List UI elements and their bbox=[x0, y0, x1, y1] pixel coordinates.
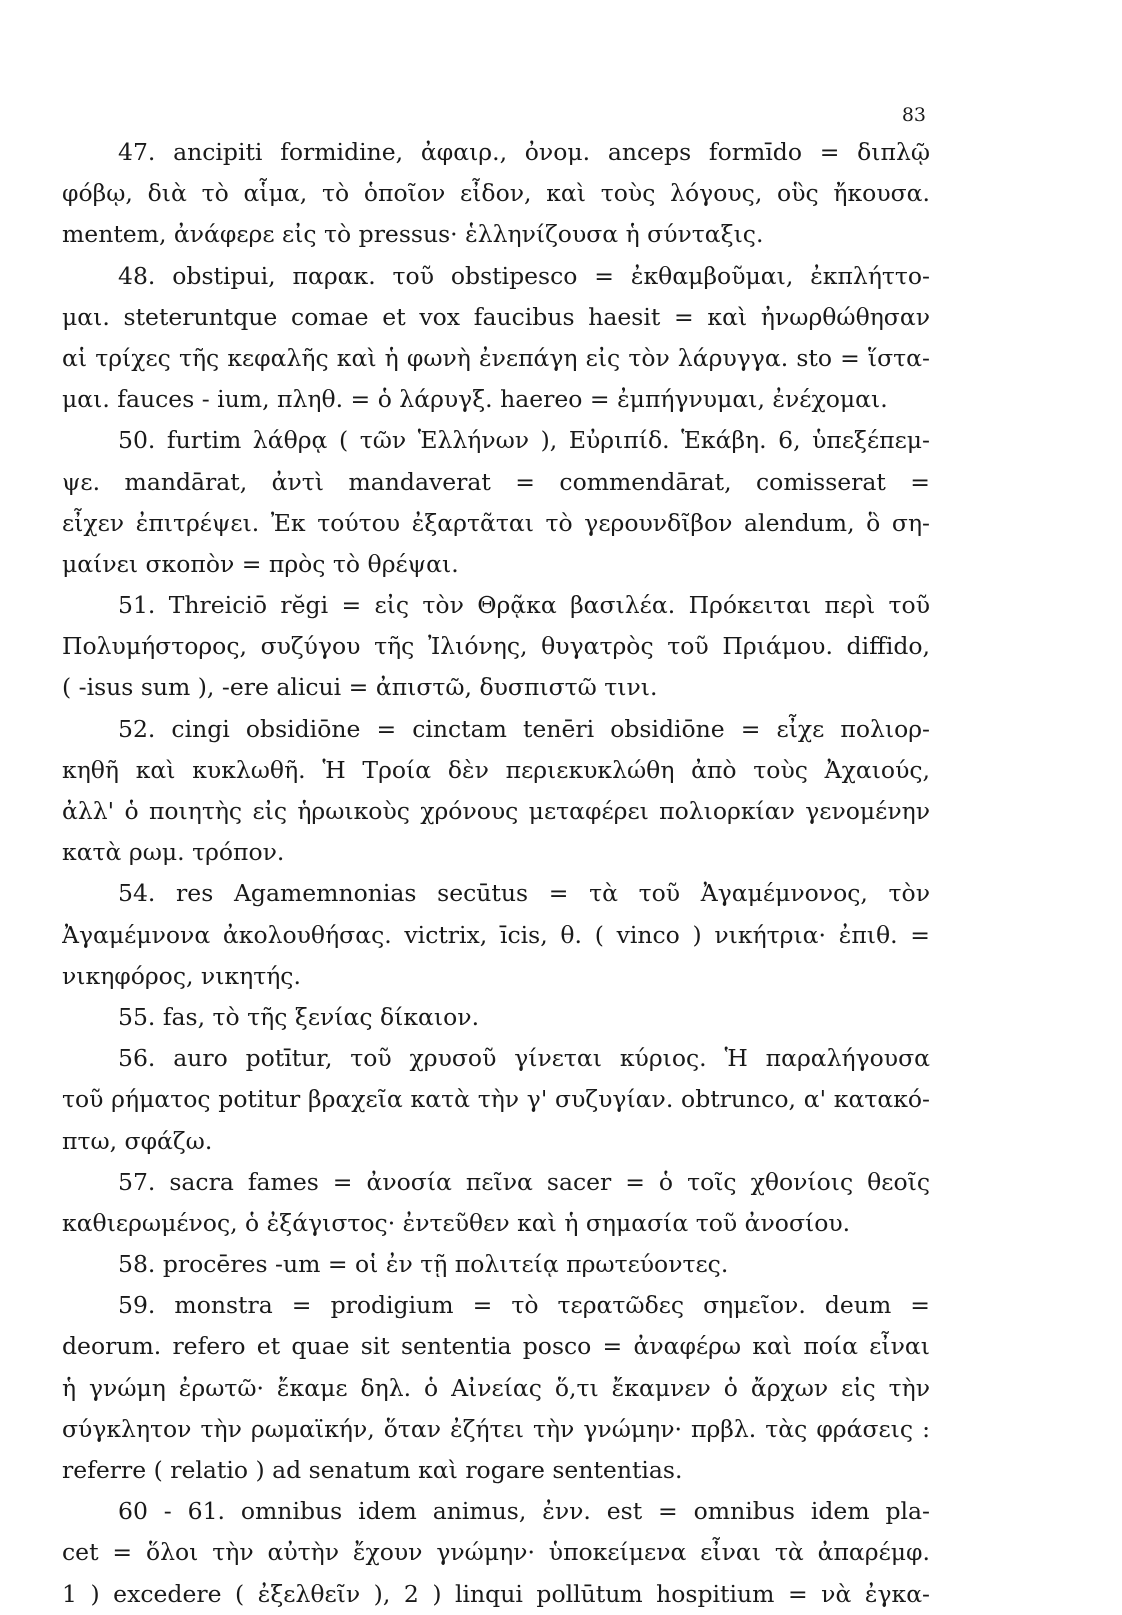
text-line: 47. ancipiti formidine, ἀφαιρ., ὀνομ. anceps formīdo = διπλῷ bbox=[118, 138, 930, 166]
text-line: 51. Threiciō rĕgi = εἰς τὸν Θρᾷκα βασιλέα. Πρόκειται περὶ τοῦ bbox=[118, 591, 930, 620]
text-line: ἀλλ' ὁ ποιητὴς εἰς ἡρωικοὺς χρόνους μεταφέρει πολιορκίαν γενομένην bbox=[62, 797, 930, 825]
text-line: mentem, ἀνάφερε εἰς τὸ pressus· ἑλληνίζουσα ἡ σύνταξις. bbox=[62, 220, 764, 249]
page-number: 83 bbox=[901, 104, 926, 126]
text-line: 59. monstra = prodigium = τὸ τερατῶδες σημεῖον. deum = bbox=[118, 1291, 930, 1320]
text-line: αἱ τρίχες τῆς κεφαλῆς καὶ ἡ φωνὴ ἐνεπάγη εἰς τὸν λάρυγγα. sto = ἵστα- bbox=[62, 343, 930, 372]
text-line: νικηφόρος, νικητής. bbox=[62, 961, 301, 990]
text-line: καθιερωμένος, ὁ ἐξάγιστος· ἐντεῦθεν καὶ ἡ σημασία τοῦ ἀνοσίου. bbox=[62, 1208, 851, 1237]
text-line: κατὰ ρωμ. τρόπον. bbox=[62, 838, 285, 867]
text-line: cet = ὅλοι τὴν αὐτὴν ἔχουν γνώμην· ὑποκείμενα εἶναι τὰ ἀπαρέμφ. bbox=[62, 1538, 930, 1567]
text-line: μαι. steteruntque comae et vox faucibus haesit = καὶ ἠνωρθώθησαν bbox=[62, 302, 930, 331]
text-line: 52. cingi obsidiōne = cinctam tenēri obsidiōne = εἶχε πολιορ- bbox=[118, 714, 930, 743]
text-line: Ἀγαμέμνονα ἀκολουθήσας. victrix, īcis, θ. ( vinco ) νικήτρια· ἐπιθ. = bbox=[62, 920, 930, 949]
text-line: κηθῆ καὶ κυκλωθῆ. Ἡ Τροία δὲν περιεκυκλώθη ἀπὸ τοὺς Ἀχαιούς, bbox=[62, 755, 930, 784]
text-line: Πολυμήστορος, συζύγου τῆς Ἰλιόνης, θυγατρὸς τοῦ Πριάμου. diffido, bbox=[62, 632, 930, 661]
text-line: εἶχεν ἐπιτρέψει. Ἐκ τούτου ἐξαρτᾶται τὸ γερουνδῖβον alendum, ὃ ση- bbox=[62, 508, 930, 537]
text-line: referre ( relatio ) ad senatum καὶ rogare sententias. bbox=[62, 1456, 683, 1484]
text-line: μαίνει σκοπὸν = πρὸς τὸ θρέψαι. bbox=[62, 549, 459, 578]
text-line: σύγκλητον τὴν ρωμαϊκήν, ὅταν ἐζήτει τὴν γνώμην· πρβλ. τὰς φράσεις : bbox=[62, 1414, 930, 1443]
text-line: 55. fas, τὸ τῆς ξενίας δίκαιον. bbox=[118, 1002, 480, 1031]
text-line: 56. auro potītur, τοῦ χρυσοῦ γίνεται κύριος. Ἡ παραλήγουσα bbox=[118, 1044, 930, 1073]
text-line: 50. furtim λάθρᾳ ( τῶν Ἑλλήνων ), Εὐριπίδ. Ἑκάβη. 6, ὑπεξέπεμ- bbox=[118, 426, 930, 455]
text-line: 58. procēres -um = οἱ ἐν τῇ πολιτείᾳ πρωτεύοντες. bbox=[118, 1250, 729, 1279]
text-line: τοῦ ρήματος potitur βραχεῖα κατὰ τὴν γ' συζυγίαν. obtrunco, α' κατακό- bbox=[62, 1085, 930, 1114]
text-line: deorum. refero et quae sit sententia posco = ἀναφέρω καὶ ποία εἶναι bbox=[62, 1332, 930, 1361]
text-line: φόβῳ, διὰ τὸ αἷμα, τὸ ὁποῖον εἶδον, καὶ τοὺς λόγους, οὓς ἤκουσα. bbox=[62, 179, 930, 208]
text-line: 57. sacra fames = ἀνοσία πεῖνα sacer = ὁ τοῖς χθονίοις θεοῖς bbox=[118, 1167, 930, 1196]
text-line: 60 - 61. omnibus idem animus, ἐνν. est = omnibus idem pla- bbox=[118, 1497, 930, 1526]
text-line: πτω, σφάζω. bbox=[62, 1126, 213, 1155]
text-line: 1 ) excedere ( ἐξελθεῖν ), 2 ) linqui pollūtum hospitium = νὰ ἐγκα- bbox=[62, 1579, 930, 1608]
text-line: ψε. mandārat, ἀντὶ mandaverat = commendārat, comisserat = bbox=[62, 467, 930, 496]
text-line: ( -isus sum ), -ere alicui = ἀπιστῶ, δυσπιστῶ τινι. bbox=[62, 673, 658, 702]
text-line: 54. res Agamemnonias secūtus = τὰ τοῦ Ἀγαμέμνονος, τὸν bbox=[118, 879, 930, 908]
text-line: 48. obstipui, παρακ. τοῦ obstipesco = ἐκθαμβοῦμαι, ἐκπλήττο- bbox=[118, 261, 930, 290]
text-line: μαι. fauces - ium, πληθ. = ὁ λάρυγξ. haereo = ἐμπήγνυμαι, ἐνέχομαι. bbox=[62, 385, 888, 414]
text-line: ἡ γνώμη ἐρωτῶ· ἔκαμε δηλ. ὁ Αἰνείας ὅ,τι ἔκαμνεν ὁ ἄρχων εἰς τὴν bbox=[62, 1373, 930, 1402]
commentary-text-block bbox=[62, 132, 930, 1615]
